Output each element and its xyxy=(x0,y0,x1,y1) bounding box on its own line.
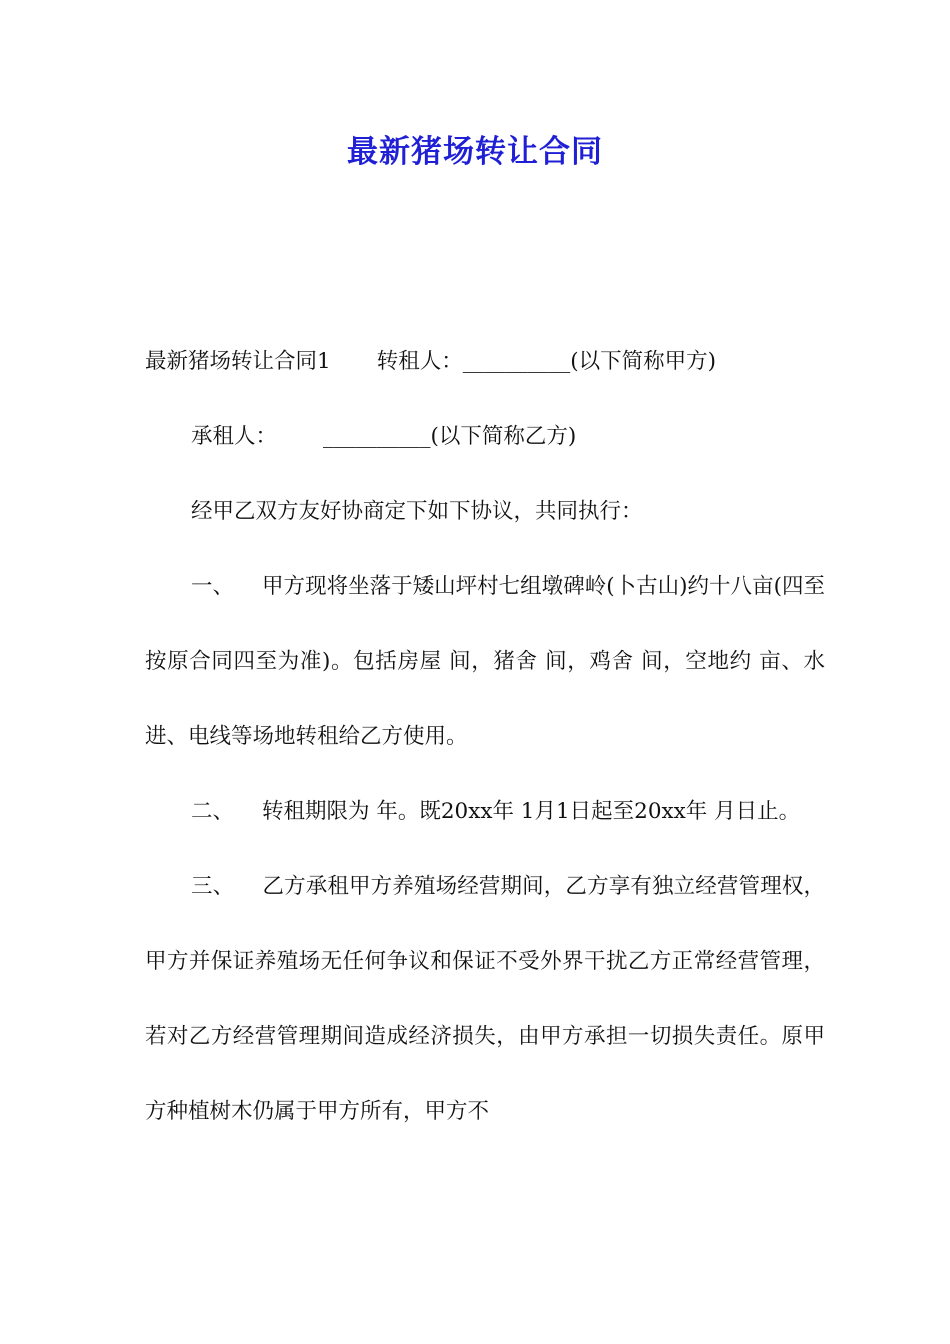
lessee-paragraph xyxy=(145,399,825,474)
clause-number: 三、 xyxy=(191,874,235,899)
clause-1 xyxy=(145,549,825,774)
clause-text: 转租期限为 年。既20xx年 1月1日起至20xx年 月日止。 xyxy=(262,799,801,824)
lessor-label: 转租人： xyxy=(376,349,463,374)
clause-number: 二、 xyxy=(191,799,235,824)
clause-2 xyxy=(145,774,825,849)
intro-heading: 最新猪场转让合同1 xyxy=(145,349,331,374)
document-title: 最新猪场转让合同 xyxy=(347,134,603,170)
clause-3 xyxy=(145,849,825,1149)
clause-text: 甲方现将坐落于矮山坪村七组墩碑岭(卜古山)约十八亩(四至按原合同四至为准)。包括房屋 间，猪舍 间，鸡舍 间，空地约 亩、水进、电线等场地转租给乙方使用。 xyxy=(145,574,825,749)
clause-number: 一、 xyxy=(191,574,235,599)
lessor-note: (以下简称甲方) xyxy=(570,349,716,374)
lessee-blank: __________ xyxy=(323,424,431,449)
intro-paragraph xyxy=(145,324,825,399)
agreement-paragraph: 经甲乙双方友好协商定下如下协议，共同执行： xyxy=(191,499,643,524)
lessee-label: 承租人： xyxy=(191,424,278,449)
document-body xyxy=(145,324,825,1149)
lessor-blank: __________ xyxy=(462,349,571,374)
lessee-note: (以下简称乙方) xyxy=(430,424,577,449)
clause-text: 乙方承租甲方养殖场经营期间，乙方享有独立经营管理权，甲方并保证养殖场无任何争议和保证不受外界干扰乙方正常经营管理，若对乙方经营管理期间造成经济损失，由甲方承担一切损失责任。原甲方种植树木仍属于甲方所有，甲方不 xyxy=(145,874,825,1124)
